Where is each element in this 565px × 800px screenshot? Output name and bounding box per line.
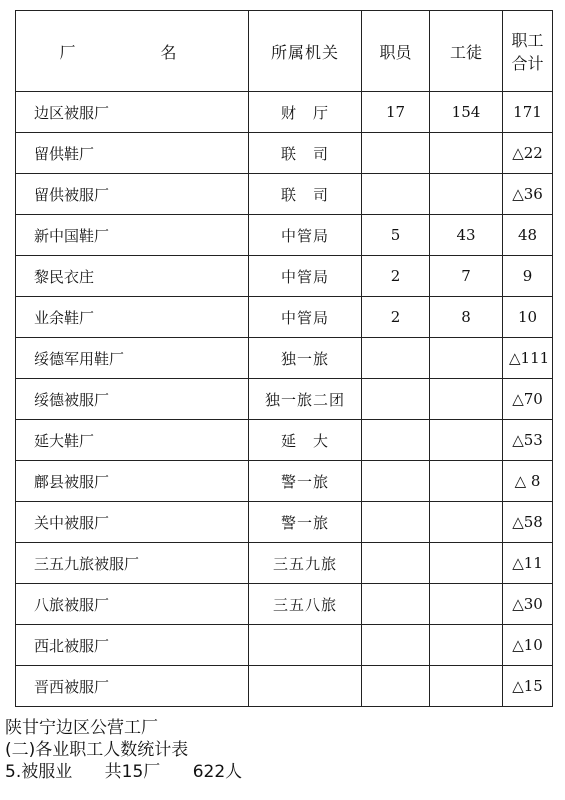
total-cell: △70 [503,379,553,420]
staff-cell [362,338,430,379]
department-cell: 警一旅 [249,461,362,502]
apprentices-cell [430,461,503,502]
apprentices-cell [430,666,503,707]
department-cell: 独一旅二团 [249,379,362,420]
apprentices-cell: 7 [430,256,503,297]
staff-cell [362,133,430,174]
total-cell: 171 [503,92,553,133]
staff-cell [362,174,430,215]
apprentices-cell [430,543,503,584]
department-cell: 延 大 [249,420,362,461]
table-row [16,502,553,543]
table-header-row [16,11,553,92]
department-cell: 财 厅 [249,92,362,133]
staff-cell [362,666,430,707]
factory-name-cell: 留供鞋厂 [16,133,249,174]
apprentices-cell [430,502,503,543]
department-cell: 联 司 [249,133,362,174]
apprentices-cell [430,133,503,174]
total-cell: △58 [503,502,553,543]
department-cell: 中管局 [249,297,362,338]
factory-name-cell: 三五九旅被服厂 [16,543,249,584]
factory-name-cell: 绥德军用鞋厂 [16,338,249,379]
table-row [16,543,553,584]
table-row [16,461,553,502]
staff-cell [362,379,430,420]
staff-cell [362,625,430,666]
total-cell: 9 [503,256,553,297]
department-cell: 三五八旅 [249,584,362,625]
factory-name-cell: 八旅被服厂 [16,584,249,625]
total-cell: 10 [503,297,553,338]
factory-name-cell: 新中国鞋厂 [16,215,249,256]
total-cell: △53 [503,420,553,461]
staff-cell [362,502,430,543]
header-apprentices: 工徒 [430,11,503,92]
table-row [16,92,553,133]
department-cell: 三五九旅 [249,543,362,584]
factory-name-cell: 晋西被服厂 [16,666,249,707]
total-cell: △11 [503,543,553,584]
table-row [16,666,553,707]
apprentices-cell: 8 [430,297,503,338]
total-cell: 48 [503,215,553,256]
staff-cell [362,461,430,502]
department-cell: 警一旅 [249,502,362,543]
department-cell: 中管局 [249,215,362,256]
header-factory-name: 厂 名 [16,11,249,92]
total-cell: △ 8 [503,461,553,502]
table-row [16,133,553,174]
factory-name-cell: 鄜县被服厂 [16,461,249,502]
apprentices-cell: 43 [430,215,503,256]
caption-summary: 5.被服业 共15厂 622人 [5,762,243,782]
staff-cell: 2 [362,297,430,338]
staff-cell [362,420,430,461]
department-cell: 独一旅 [249,338,362,379]
factory-name-cell: 留供被服厂 [16,174,249,215]
table-row [16,338,553,379]
total-cell: △15 [503,666,553,707]
staff-cell: 5 [362,215,430,256]
total-cell: △30 [503,584,553,625]
table-row [16,420,553,461]
table-row [16,174,553,215]
table-row [16,625,553,666]
header-department: 所属机关 [249,11,362,92]
apprentices-cell [430,584,503,625]
factory-name-cell: 边区被服厂 [16,92,249,133]
table-row [16,215,553,256]
apprentices-cell [430,625,503,666]
total-cell: △10 [503,625,553,666]
factory-name-cell: 业余鞋厂 [16,297,249,338]
total-cell: △22 [503,133,553,174]
staff-cell [362,584,430,625]
staff-cell [362,543,430,584]
factory-table [15,10,553,707]
table-row [16,379,553,420]
apprentices-cell [430,174,503,215]
factory-name-cell: 黎民衣庄 [16,256,249,297]
header-staff: 职员 [362,11,430,92]
header-total: 职工合计 [503,11,553,92]
department-cell: 联 司 [249,174,362,215]
staff-cell: 17 [362,92,430,133]
factory-name-cell: 西北被服厂 [16,625,249,666]
apprentices-cell [430,338,503,379]
caption-subtitle: (二)各业职工人数统计表 [5,740,189,760]
factory-name-cell: 关中被服厂 [16,502,249,543]
department-cell: 中管局 [249,256,362,297]
total-cell: △111 [503,338,553,379]
apprentices-cell: 154 [430,92,503,133]
department-cell [249,625,362,666]
staff-cell: 2 [362,256,430,297]
department-cell [249,666,362,707]
factory-name-cell: 延大鞋厂 [16,420,249,461]
total-cell: △36 [503,174,553,215]
table-row [16,584,553,625]
table-row [16,256,553,297]
apprentices-cell [430,379,503,420]
factory-name-cell: 绥德被服厂 [16,379,249,420]
caption-title: 陕甘宁边区公营工厂 [5,718,158,738]
apprentices-cell [430,420,503,461]
table-row [16,297,553,338]
